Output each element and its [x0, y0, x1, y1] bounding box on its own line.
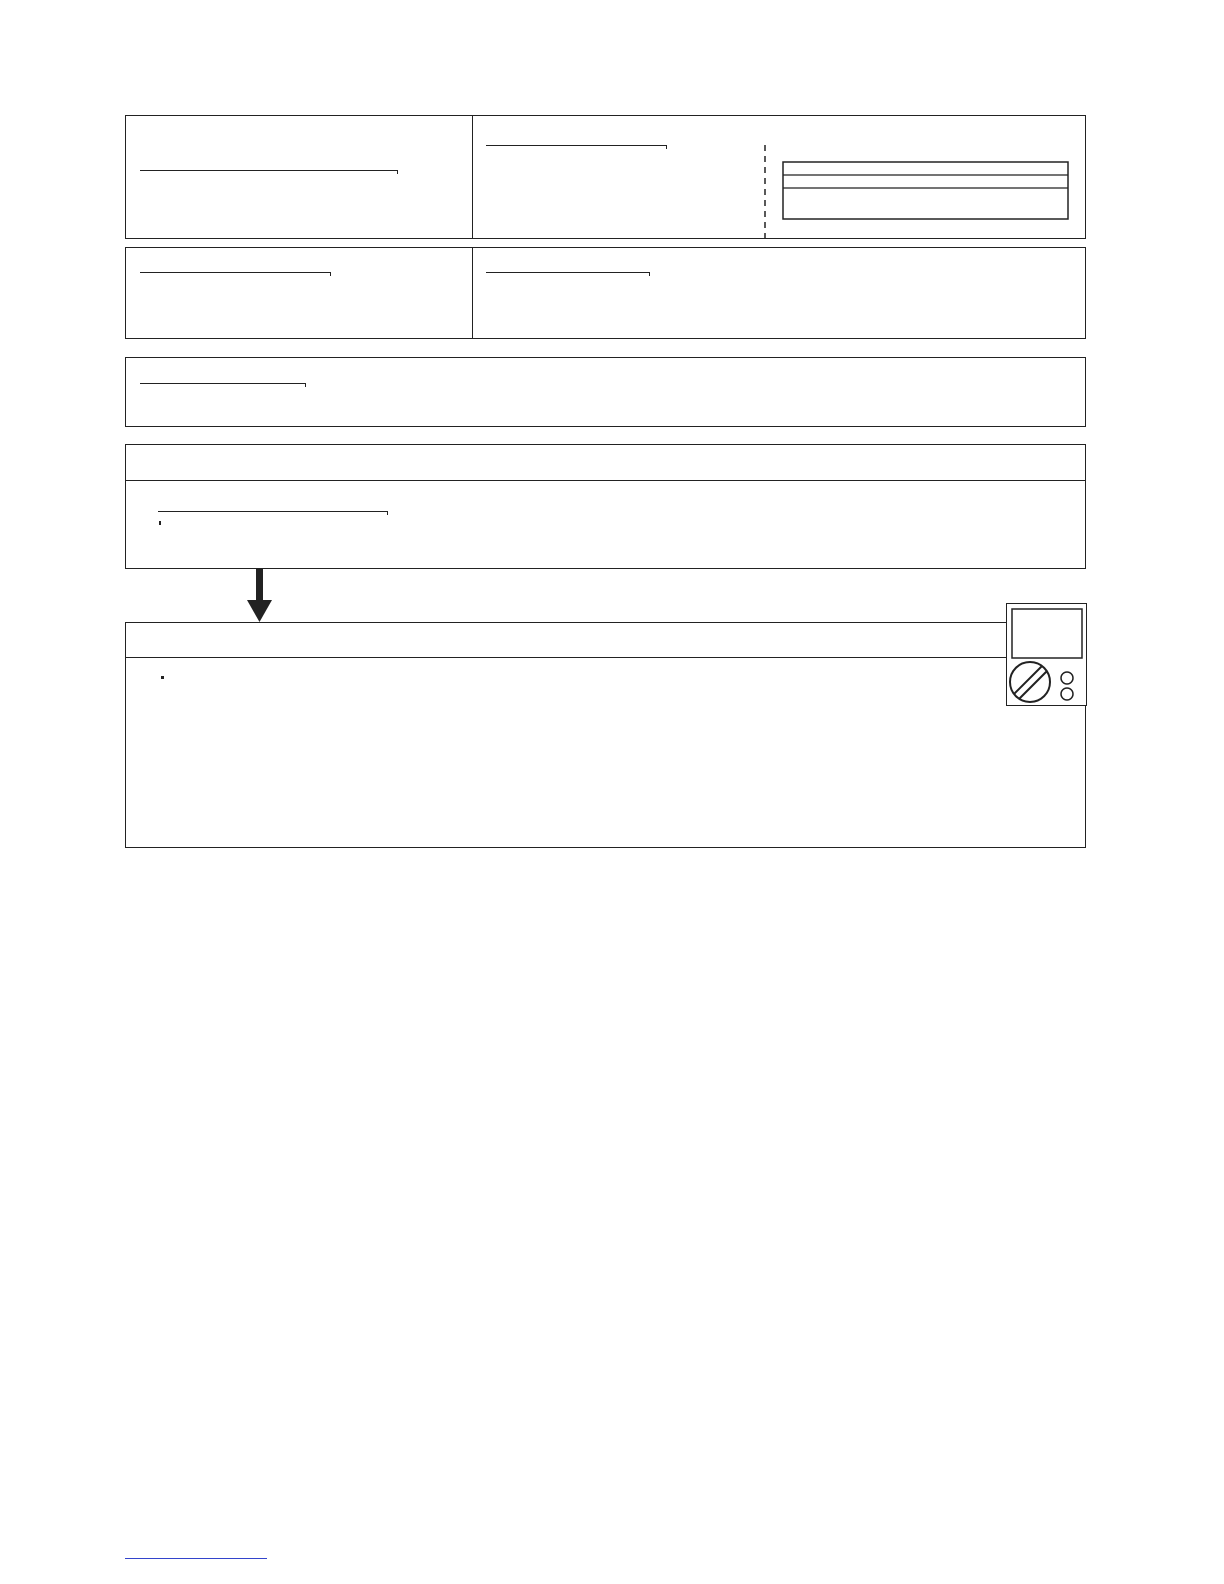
row4-bullet-mark — [159, 521, 161, 525]
row3-box — [125, 357, 1086, 427]
row4-header-divider — [126, 480, 1085, 481]
row3-heading-underline — [140, 383, 305, 384]
multimeter-icon — [1006, 603, 1087, 706]
row5-header-divider — [126, 657, 1006, 658]
row2-right-heading-underline — [486, 272, 649, 273]
row2-divider — [472, 248, 473, 338]
row2-box — [125, 247, 1086, 339]
row1-left-heading-underline — [140, 170, 397, 171]
row4-heading-underline — [158, 511, 387, 512]
footer-link-underline[interactable] — [125, 1558, 267, 1559]
row4-box — [125, 444, 1086, 569]
row2-left-heading-underline — [140, 272, 330, 273]
row5-bullet-mark — [161, 676, 164, 679]
row1-divider — [472, 116, 473, 238]
row1-mid-heading-underline — [486, 145, 666, 146]
row5-box — [125, 622, 1086, 848]
row1-box — [125, 115, 1086, 239]
